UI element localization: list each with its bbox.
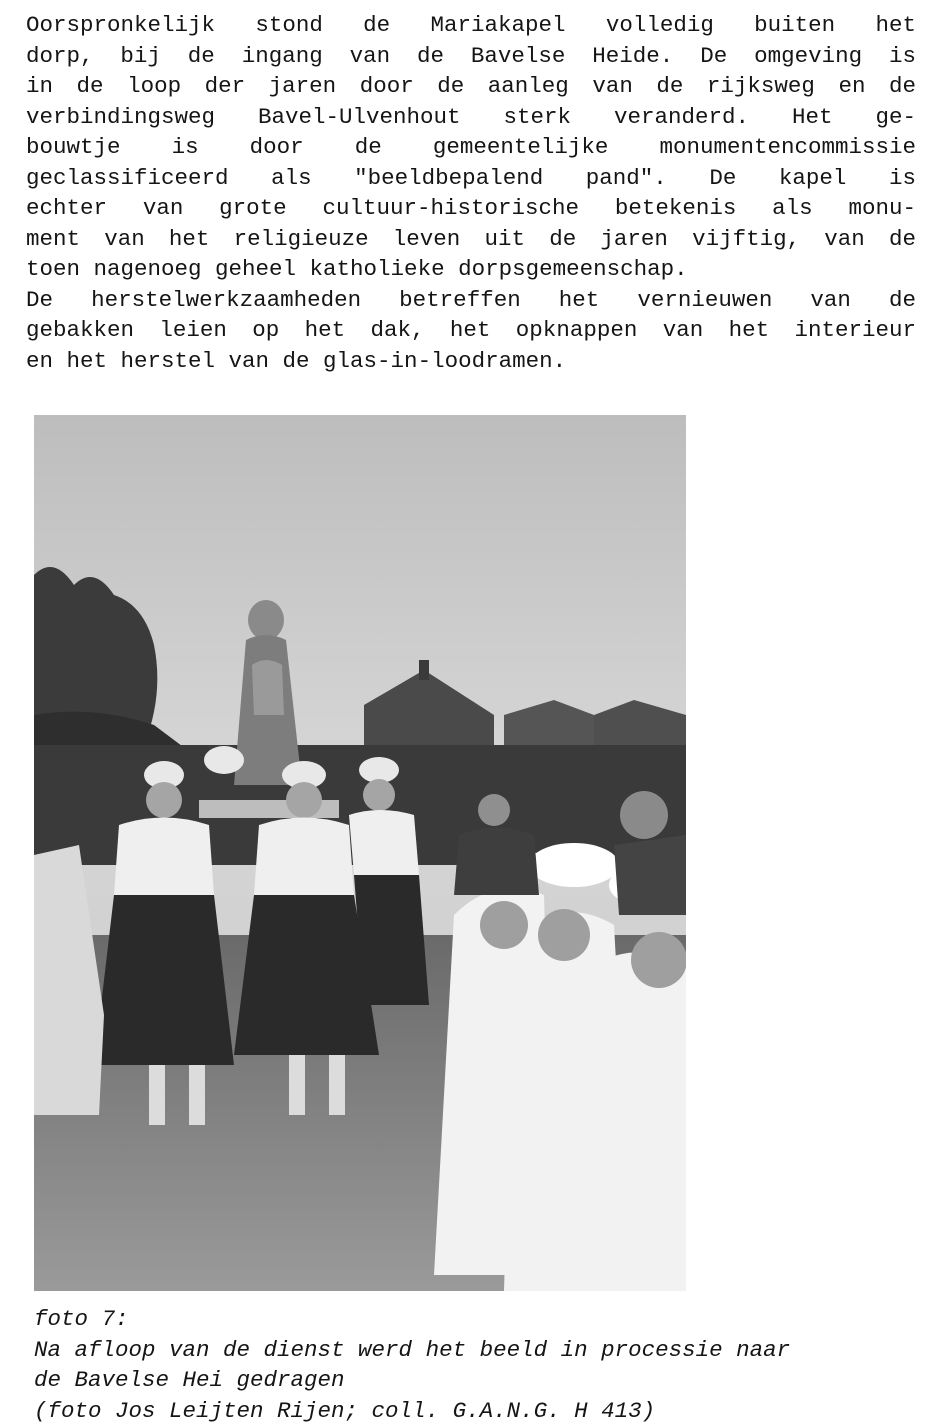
article-line: in de loop der jaren door de aanleg van de rijksweg en de [26, 73, 916, 99]
article-line: geclassificeerd als "beeldbepalend pand". De kapel is [26, 164, 916, 191]
article-line: echter van grote cultuur-historische betekenis als monu- [26, 195, 916, 221]
caption-line: de Bavelse Hei gedragen [34, 1367, 345, 1393]
procession-photo [34, 415, 686, 1291]
caption-line: Na afloop van de dienst werd het beeld in processie naar [34, 1336, 791, 1363]
article-line: dorp, bij de ingang van de Bavelse Heide. De omgeving is [26, 42, 916, 69]
article-line: gebakken leien op het dak, het opknappen van het interieur [26, 317, 916, 343]
article-text [26, 10, 916, 376]
article-line: bouwtje is door de gemeentelijke monumentencommissie [26, 134, 916, 160]
article-line: en het herstel van de glas-in-loodramen. [26, 347, 567, 374]
caption-credit: (foto Jos Leijten Rijen; coll. G.A.N.G. H 413) [34, 1397, 656, 1424]
caption-label: foto 7: [34, 1306, 129, 1332]
article-line: Oorspronkelijk stond de Mariakapel volledig buiten het [26, 12, 916, 38]
article-line: De herstelwerkzaamheden betreffen het vernieuwen van de [26, 286, 916, 313]
article-line: verbindingsweg Bavel-Ulvenhout sterk veranderd. Het ge- [26, 103, 916, 130]
photo-caption [34, 1304, 924, 1426]
article-line: ment van het religieuze leven uit de jaren vijftig, van de [26, 225, 916, 252]
article-line: toen nagenoeg geheel katholieke dorpsgemeenschap. [26, 256, 688, 282]
